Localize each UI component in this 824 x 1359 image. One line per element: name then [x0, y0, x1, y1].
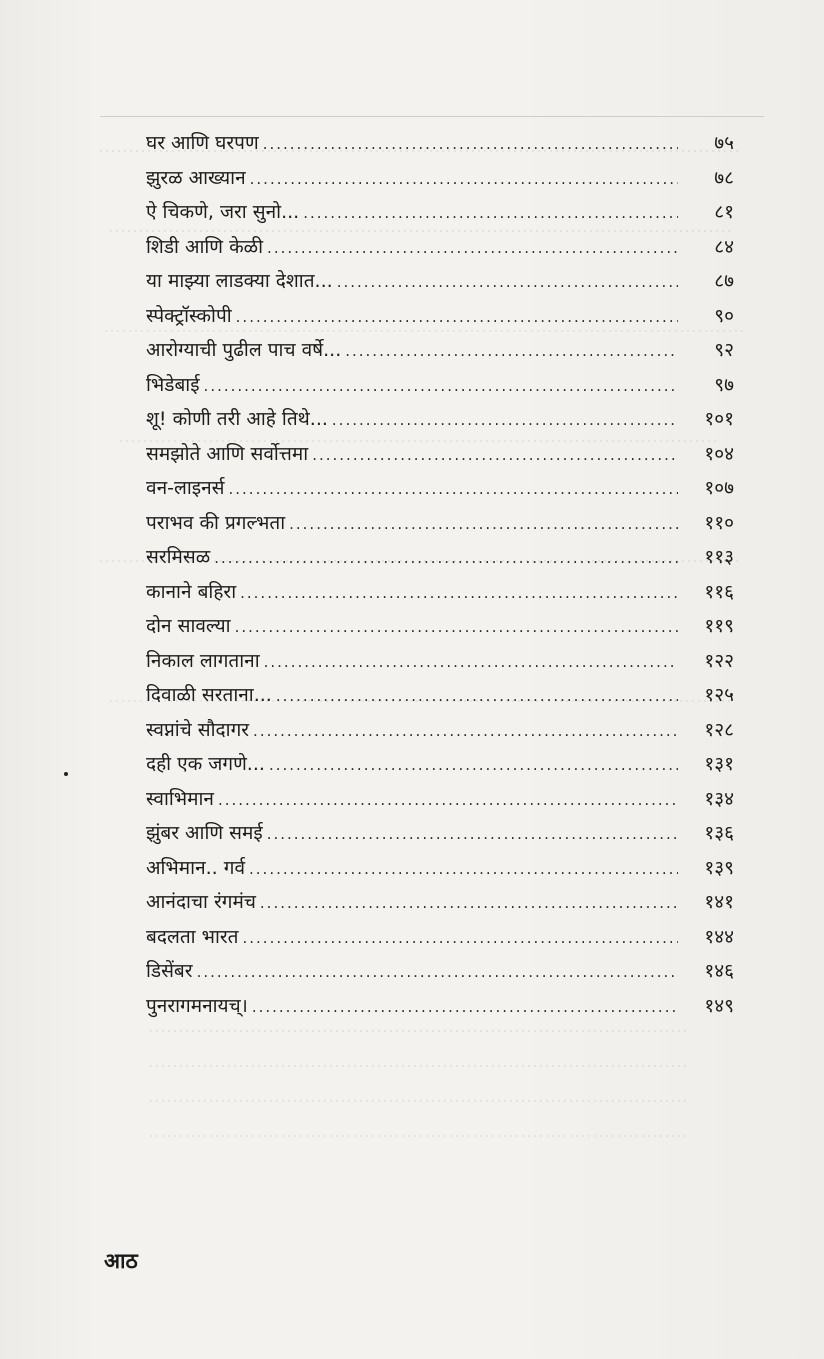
toc-entry-title: कानाने बहिरा	[146, 580, 237, 603]
toc-entry-page-number: ८१	[714, 201, 734, 223]
toc-entry-title: स्वप्नांचे सौदागर	[146, 718, 250, 741]
dot-leader	[252, 990, 678, 1025]
dot-leader	[197, 955, 678, 990]
toc-entry	[146, 713, 734, 748]
dot-leader	[264, 645, 678, 680]
toc-entry-title: झुंबर आणि समई	[146, 822, 263, 844]
dot-leader	[269, 748, 678, 783]
toc-entry-page-number: १३१	[704, 753, 734, 775]
dot-leader	[218, 783, 678, 818]
dot-leader	[267, 231, 678, 266]
toc-entry-page-number: १२२	[704, 649, 734, 672]
toc-entry-title: समझोते आणि सर्वोत्तमा	[146, 442, 309, 465]
toc-entry-title: आनंदाचा रंगमंच	[146, 891, 256, 913]
toc-entry-page-number: ९७	[714, 373, 734, 396]
dot-leader	[332, 403, 678, 438]
toc-entry-page-number: १४९	[704, 994, 734, 1017]
table-of-contents	[146, 126, 734, 1023]
toc-entry	[146, 678, 734, 713]
toc-entry-page-number: ११०	[704, 511, 734, 534]
dot-leader	[214, 541, 678, 576]
toc-entry-page-number: १४४	[704, 925, 734, 948]
toc-entry-page-number: १०४	[704, 442, 734, 465]
page-number-label: आठ	[104, 1249, 138, 1273]
toc-entry-title: घर आणि घरपण	[146, 132, 259, 154]
toc-entry-page-number: १२५	[704, 684, 734, 706]
toc-entry-title: दोन सावल्या	[146, 615, 231, 637]
dot-leader	[253, 714, 678, 749]
toc-entry	[146, 644, 734, 679]
toc-entry-title: आरोग्याची पुढील पाच वर्षे...	[146, 339, 342, 361]
toc-entry-title: वन-लाइनर्स	[146, 477, 225, 499]
dot-leader	[250, 162, 678, 197]
toc-entry	[146, 368, 734, 403]
toc-entry-page-number: ११३	[704, 546, 734, 568]
toc-entry-page-number: १४१	[704, 891, 734, 913]
dot-leader	[249, 852, 678, 887]
dot-leader	[312, 438, 678, 473]
toc-entry-title: भिडेबाई	[146, 373, 200, 396]
toc-entry	[146, 195, 734, 230]
toc-entry-page-number: १३६	[704, 822, 734, 844]
toc-entry	[146, 402, 734, 437]
dot-leader	[240, 576, 678, 611]
toc-entry	[146, 885, 734, 920]
toc-entry-page-number: ७५	[714, 132, 734, 154]
toc-entry	[146, 747, 734, 782]
toc-entry-page-number: १३४	[704, 787, 734, 810]
dot-leader	[235, 610, 678, 645]
dot-leader	[276, 679, 678, 714]
dot-leader	[267, 817, 678, 852]
toc-entry-page-number: १०१	[704, 408, 734, 430]
toc-entry	[146, 299, 734, 334]
dot-leader	[337, 265, 678, 300]
toc-entry	[146, 230, 734, 265]
toc-entry-page-number: १०७	[704, 477, 734, 499]
toc-entry-page-number: १२८	[704, 718, 734, 741]
toc-entry	[146, 609, 734, 644]
toc-entry	[146, 333, 734, 368]
toc-entry	[146, 782, 734, 817]
toc-entry-page-number: ८७	[714, 270, 734, 292]
toc-entry-title: झुरळ आख्यान	[146, 166, 246, 189]
toc-entry-page-number: ९२	[714, 339, 734, 361]
toc-entry-title: या माझ्या लाडक्या देशात...	[146, 270, 333, 292]
toc-entry-page-number: ८४	[714, 235, 734, 258]
dot-leader	[243, 921, 679, 956]
dot-leader	[229, 472, 679, 507]
toc-entry	[146, 126, 734, 161]
toc-entry-title: शिडी आणि केळी	[146, 235, 264, 258]
toc-entry-title: डिसेंबर	[146, 960, 193, 982]
toc-entry	[146, 851, 734, 886]
ink-speck	[64, 772, 68, 776]
toc-entry-title: पुनरागमनायच्।	[146, 994, 248, 1017]
dot-leader	[204, 369, 678, 404]
toc-entry-title: सरमिसळ	[146, 546, 211, 568]
toc-entry-title: स्पेक्ट्रॉस्कोपी	[146, 304, 232, 327]
toc-entry-title: पराभव की प्रगल्भता	[146, 511, 286, 534]
toc-entry-title: स्वाभिमान	[146, 787, 214, 810]
toc-entry-page-number: १३९	[704, 856, 734, 879]
toc-entry	[146, 264, 734, 299]
toc-entry-title: शू! कोणी तरी आहे तिथे...	[146, 408, 328, 430]
toc-entry-title: बदलता भारत	[146, 925, 239, 948]
toc-entry-page-number: १४६	[704, 960, 734, 982]
dot-leader	[345, 334, 678, 369]
toc-entry	[146, 575, 734, 610]
toc-entry	[146, 437, 734, 472]
toc-entry-title: दिवाळी सरताना...	[146, 684, 272, 706]
toc-entry	[146, 989, 734, 1024]
toc-entry-title: ऐ चिकणे, जरा सुनो...	[146, 201, 300, 223]
dot-leader	[260, 886, 678, 921]
dot-leader	[289, 507, 678, 542]
toc-entry	[146, 161, 734, 196]
toc-entry-page-number: ११६	[704, 580, 734, 603]
toc-entry-title: दही एक जगणे...	[146, 753, 265, 775]
toc-entry	[146, 540, 734, 575]
toc-entry	[146, 816, 734, 851]
toc-entry	[146, 471, 734, 506]
toc-entry-title: अभिमान.. गर्व	[146, 856, 246, 879]
toc-entry-page-number: ७८	[714, 166, 734, 189]
toc-entry	[146, 506, 734, 541]
toc-entry-page-number: ९०	[714, 304, 734, 327]
dot-leader	[236, 300, 678, 335]
toc-entry-title: निकाल लागताना	[146, 649, 260, 672]
toc-entry	[146, 954, 734, 989]
toc-entry-page-number: ११९	[704, 615, 734, 637]
dot-leader	[303, 196, 678, 231]
toc-entry	[146, 920, 734, 955]
header-rule	[100, 116, 764, 117]
dot-leader	[263, 127, 678, 162]
